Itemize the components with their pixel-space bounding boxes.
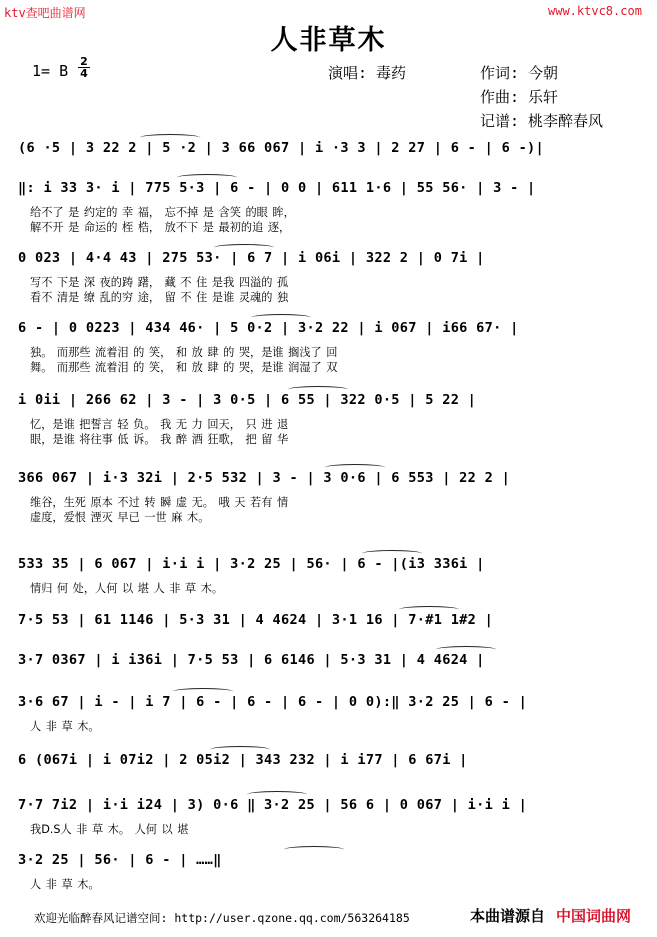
slur-mark bbox=[173, 688, 233, 695]
lyric-line: 忆，是谁 把誓言 轻 负。 我 无 力 回天， 只 进 退 bbox=[30, 418, 289, 431]
time-signature-bottom: 4 bbox=[78, 67, 90, 79]
lyric-line: 看不 清是 缭 乱的穷 途， 留 不 住 是谁 灵魂的 独 bbox=[30, 291, 289, 304]
lyric-line: 写不 下是 深 夜的踌 躇， 藏 不 住 是我 四溢的 孤 bbox=[30, 276, 289, 289]
score-line: 7·7 7i2 | i·i i24 | 3) 0·6 ‖ 3·2 25 | 56 6 | 0 067 | i·i i | bbox=[18, 797, 528, 813]
slur-mark bbox=[399, 606, 459, 613]
score-line: 6 - | 0 0223 | 434 46· | 5 0·2 | 3·2 22 | i 067 | i66 67· | bbox=[18, 320, 519, 336]
time-signature-top: 2 bbox=[80, 55, 88, 68]
slur-mark bbox=[247, 791, 307, 798]
lyric-line: 舞。 而那些 流着泪 的 笑， 和 放 肆 的 哭，是谁 润湿了 双 bbox=[30, 361, 338, 374]
footer-source-brand: 中国词曲网 bbox=[556, 907, 632, 925]
score-line: (6 ·5 | 3 22 2 | 5 ·2 | 3 66 067 | i ·3 3 | 2 27 | 6 - | 6 -)| bbox=[18, 140, 545, 156]
footer-link-text: 欢迎光临醉春风记谱空间: http://user.qzone.qq.com/563264185 bbox=[34, 911, 410, 925]
watermark-top-right: www.ktvc8.com bbox=[548, 4, 642, 18]
composer-credit: 作曲: 乐轩 bbox=[480, 88, 559, 106]
slur-mark bbox=[251, 314, 311, 321]
time-signature bbox=[78, 56, 90, 79]
slur-mark bbox=[214, 244, 274, 251]
key-signature: 1= B bbox=[32, 62, 69, 80]
lyric-line: 人 非 草 木。 bbox=[30, 878, 100, 891]
slur-mark bbox=[140, 134, 200, 141]
lyric-line: 解不开 是 命运的 桎 梏， 放不下 是 最初的追 逐， bbox=[30, 221, 291, 234]
lyric-line: 眼，是谁 将往事 低 诉。 我 醉 酒 狂歌， 把 留 华 bbox=[30, 433, 289, 446]
slur-mark bbox=[362, 550, 422, 557]
score-line: 533 35 | 6 067 | i·i i | 3·2 25 | 56· | 6 - |(i3 336i | bbox=[18, 556, 485, 572]
slur-mark bbox=[288, 386, 348, 393]
score-line: 3·6 67 | i - | i 7 | 6 - | 6 - | 6 - | 0 0):‖ 3·2 25 | 6 - | bbox=[18, 694, 528, 710]
score-line: 7·5 53 | 61 1146 | 5·3 31 | 4 4624 | 3·1 16 | 7·#1 1#2 | bbox=[18, 612, 494, 628]
score-line: 6 (067i | i 07i2 | 2 05i2 | 343 232 | i i77 | 6 67i | bbox=[18, 752, 468, 768]
song-title: 人非草木 bbox=[270, 25, 387, 56]
lyricist-credit: 作词: 今朝 bbox=[480, 64, 559, 82]
lyric-line: 情归 何 处，人何 以 堪 人 非 草 木。 bbox=[30, 582, 224, 595]
transcriber-credit: 记谱: 桃李醉春风 bbox=[480, 112, 604, 130]
lyric-line: 我D.S人 非 草 木。 人何 以 堪 bbox=[30, 823, 189, 836]
lyric-line: 维谷，生死 原本 不过 转 瞬 虚 无。 哦 天 若有 情 bbox=[30, 496, 289, 509]
slur-mark bbox=[436, 646, 496, 653]
slur-mark bbox=[177, 174, 237, 181]
score-line: 366 067 | i·3 32i | 2·5 532 | 3 - | 3 0·6 | 6 553 | 22 2 | bbox=[18, 470, 511, 486]
lyric-line: 给不了 是 约定的 幸 福， 忘不掉 是 含笑 的眼 眸， bbox=[30, 206, 295, 219]
watermark-top-left: ktv查吧曲谱网 bbox=[4, 6, 86, 20]
lyric-line: 人 非 草 木。 bbox=[30, 720, 100, 733]
slur-mark bbox=[284, 846, 344, 853]
score-line: 0 023 | 4·4 43 | 275 53· | 6 7 | i 06i | 322 2 | 0 7i | bbox=[18, 250, 485, 266]
footer-source-label: 本曲谱源自 bbox=[470, 907, 546, 925]
score-line: 3·2 25 | 56· | 6 - | ……‖ bbox=[18, 852, 222, 868]
score-line: i 0ii | 266 62 | 3 - | 3 0·5 | 6 55 | 322 0·5 | 5 22 | bbox=[18, 392, 477, 408]
singer-credit: 演唱: 毒药 bbox=[328, 64, 407, 82]
score-line: ‖: i 33 3· i | 775 5·3 | 6 - | 0 0 | 611 1·6 | 55 56· | 3 - | bbox=[18, 180, 536, 196]
slur-mark bbox=[210, 746, 270, 753]
slur-mark bbox=[325, 464, 385, 471]
score-line: 3·7 0367 | i i36i | 7·5 53 | 6 6146 | 5·3 31 | 4 4624 | bbox=[18, 652, 485, 668]
lyric-line: 虚度，爱恨 湮灭 早已 一世 麻 木。 bbox=[30, 511, 210, 524]
lyric-line: 独。 而那些 流着泪 的 笑， 和 放 肆 的 哭，是谁 搁浅了 回 bbox=[30, 346, 338, 359]
